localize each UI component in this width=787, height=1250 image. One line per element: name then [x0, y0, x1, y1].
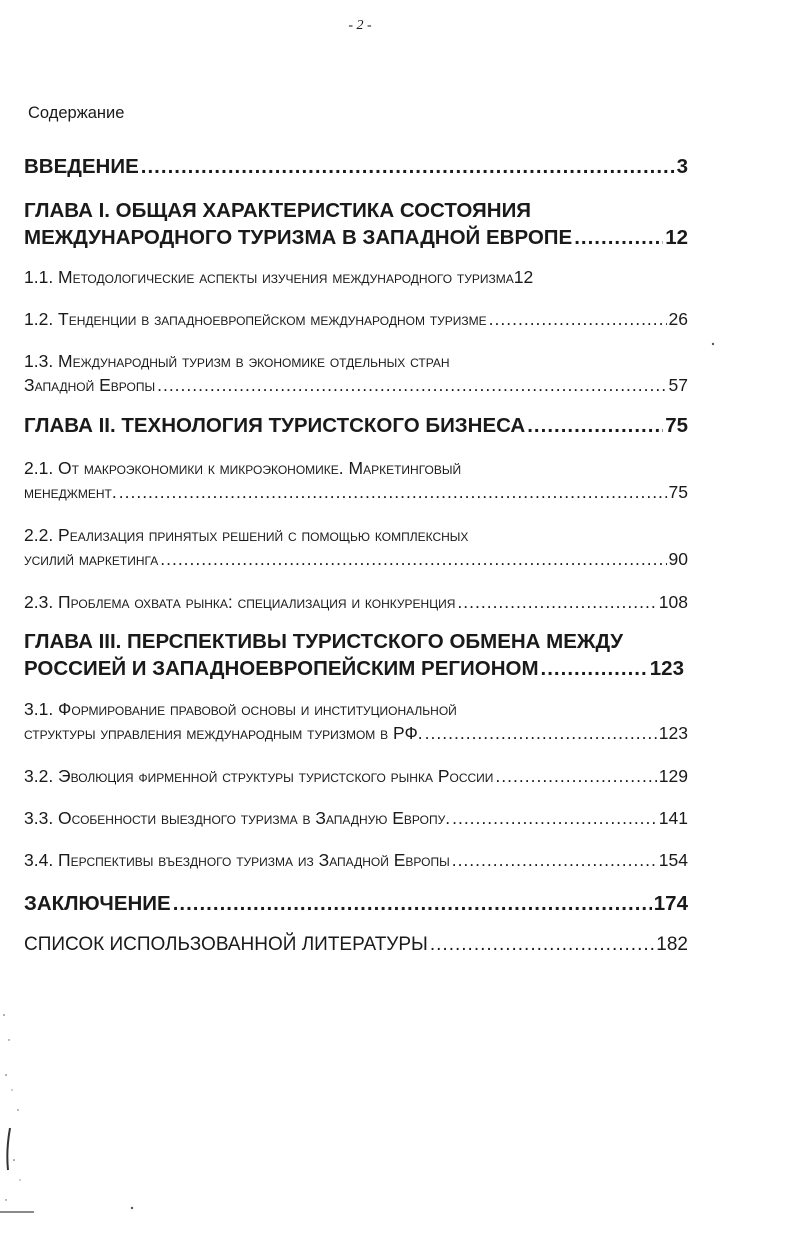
toc-entry-page: 174: [653, 892, 688, 915]
toc-entry-title-line1: 2.1. От макроэкономики к микроэкономике. Маркетинговый: [24, 458, 462, 478]
toc-entry-title: 3.4. Перспективы въездного туризма из Западной Европы: [24, 850, 450, 870]
toc-entry-title-line2: Западной Европы: [24, 375, 156, 395]
toc-entry-title-line2: менеджмент.: [24, 482, 117, 502]
toc-entry-title-line1: 1.3. Международный туризм в экономике отдельных стран: [24, 351, 450, 371]
toc-entry-title: ГЛАВА II. ТЕХНОЛОГИЯ ТУРИСТСКОГО БИЗНЕСА: [24, 414, 526, 437]
toc-entry-page: 154: [658, 850, 688, 870]
toc-entry-title-line2: МЕЖДУНАРОДНОГО ТУРИЗМА В ЗАПАДНОЙ ЕВРОПЕ: [24, 226, 573, 249]
toc-entry-title: 3.3. Особенности выездного туризма в Западную Европу.: [24, 808, 451, 828]
toc-entry-page: 12: [513, 267, 534, 287]
margin-specks: [3, 343, 714, 1209]
toc-entry-title-line2: усилий маркетинга: [24, 549, 159, 569]
toc-entry-title: ВВЕДЕНИЕ: [24, 155, 139, 178]
margin-stroke: [7, 1128, 10, 1170]
toc-entry-page: 141: [658, 808, 688, 828]
toc-entry-title-line1: ГЛАВА III. ПЕРСПЕКТИВЫ ТУРИСТСКОГО ОБМЕНА МЕЖДУ: [24, 630, 624, 653]
toc-entry-page: 57: [668, 375, 688, 395]
toc-entry-page: 108: [658, 592, 688, 612]
toc-entry-page: 123: [658, 723, 688, 743]
toc-entry-page: 129: [658, 766, 688, 786]
toc-entry-title: 3.2. Эволюция фирменной структуры туристского рынка России: [24, 766, 494, 786]
toc-entry-title-line1: 2.2. Реализация принятых решений с помощью комплексных: [24, 525, 469, 545]
toc-entry-page: 12: [665, 226, 688, 249]
toc-entry-page: 75: [665, 414, 688, 437]
page-number: - 2 -: [348, 18, 372, 33]
toc-entry-title-line2: РОССИЕЙ И ЗАПАДНОЕВРОПЕЙСКИМ РЕГИОНОМ: [24, 657, 539, 680]
toc-entry-title: 2.3. Проблема охвата рынка: специализация и конкуренция: [24, 592, 456, 612]
toc-entry-title-line1: 3.1. Формирование правовой основы и институциональной: [24, 699, 457, 719]
toc-entry-title-line1: ГЛАВА I. ОБЩАЯ ХАРАКТЕРИСТИКА СОСТОЯНИЯ: [24, 199, 532, 222]
toc-entry-page: 123: [649, 657, 684, 680]
toc-entry-page: 90: [668, 549, 688, 569]
toc-entry-page: 75: [668, 482, 688, 502]
toc-entry-title: 1.1. Методологические аспекты изучения международного туризма: [24, 267, 514, 287]
toc-entry-title: 1.2. Тенденции в западноевропейском международном туризме: [24, 309, 487, 329]
toc-entry-title: СПИСОК ИСПОЛЬЗОВАННОЙ ЛИТЕРАТУРЫ: [24, 934, 428, 955]
contents-heading: Содержание: [28, 104, 125, 122]
toc-entry-title: ЗАКЛЮЧЕНИЕ: [24, 892, 171, 915]
toc-entry-title-line2: структуры управления международным туризмом в РФ.: [24, 723, 423, 743]
toc-entry-page: 26: [668, 309, 688, 329]
toc-entry-page: 3: [676, 155, 688, 178]
toc-entry-page: 182: [656, 934, 688, 955]
